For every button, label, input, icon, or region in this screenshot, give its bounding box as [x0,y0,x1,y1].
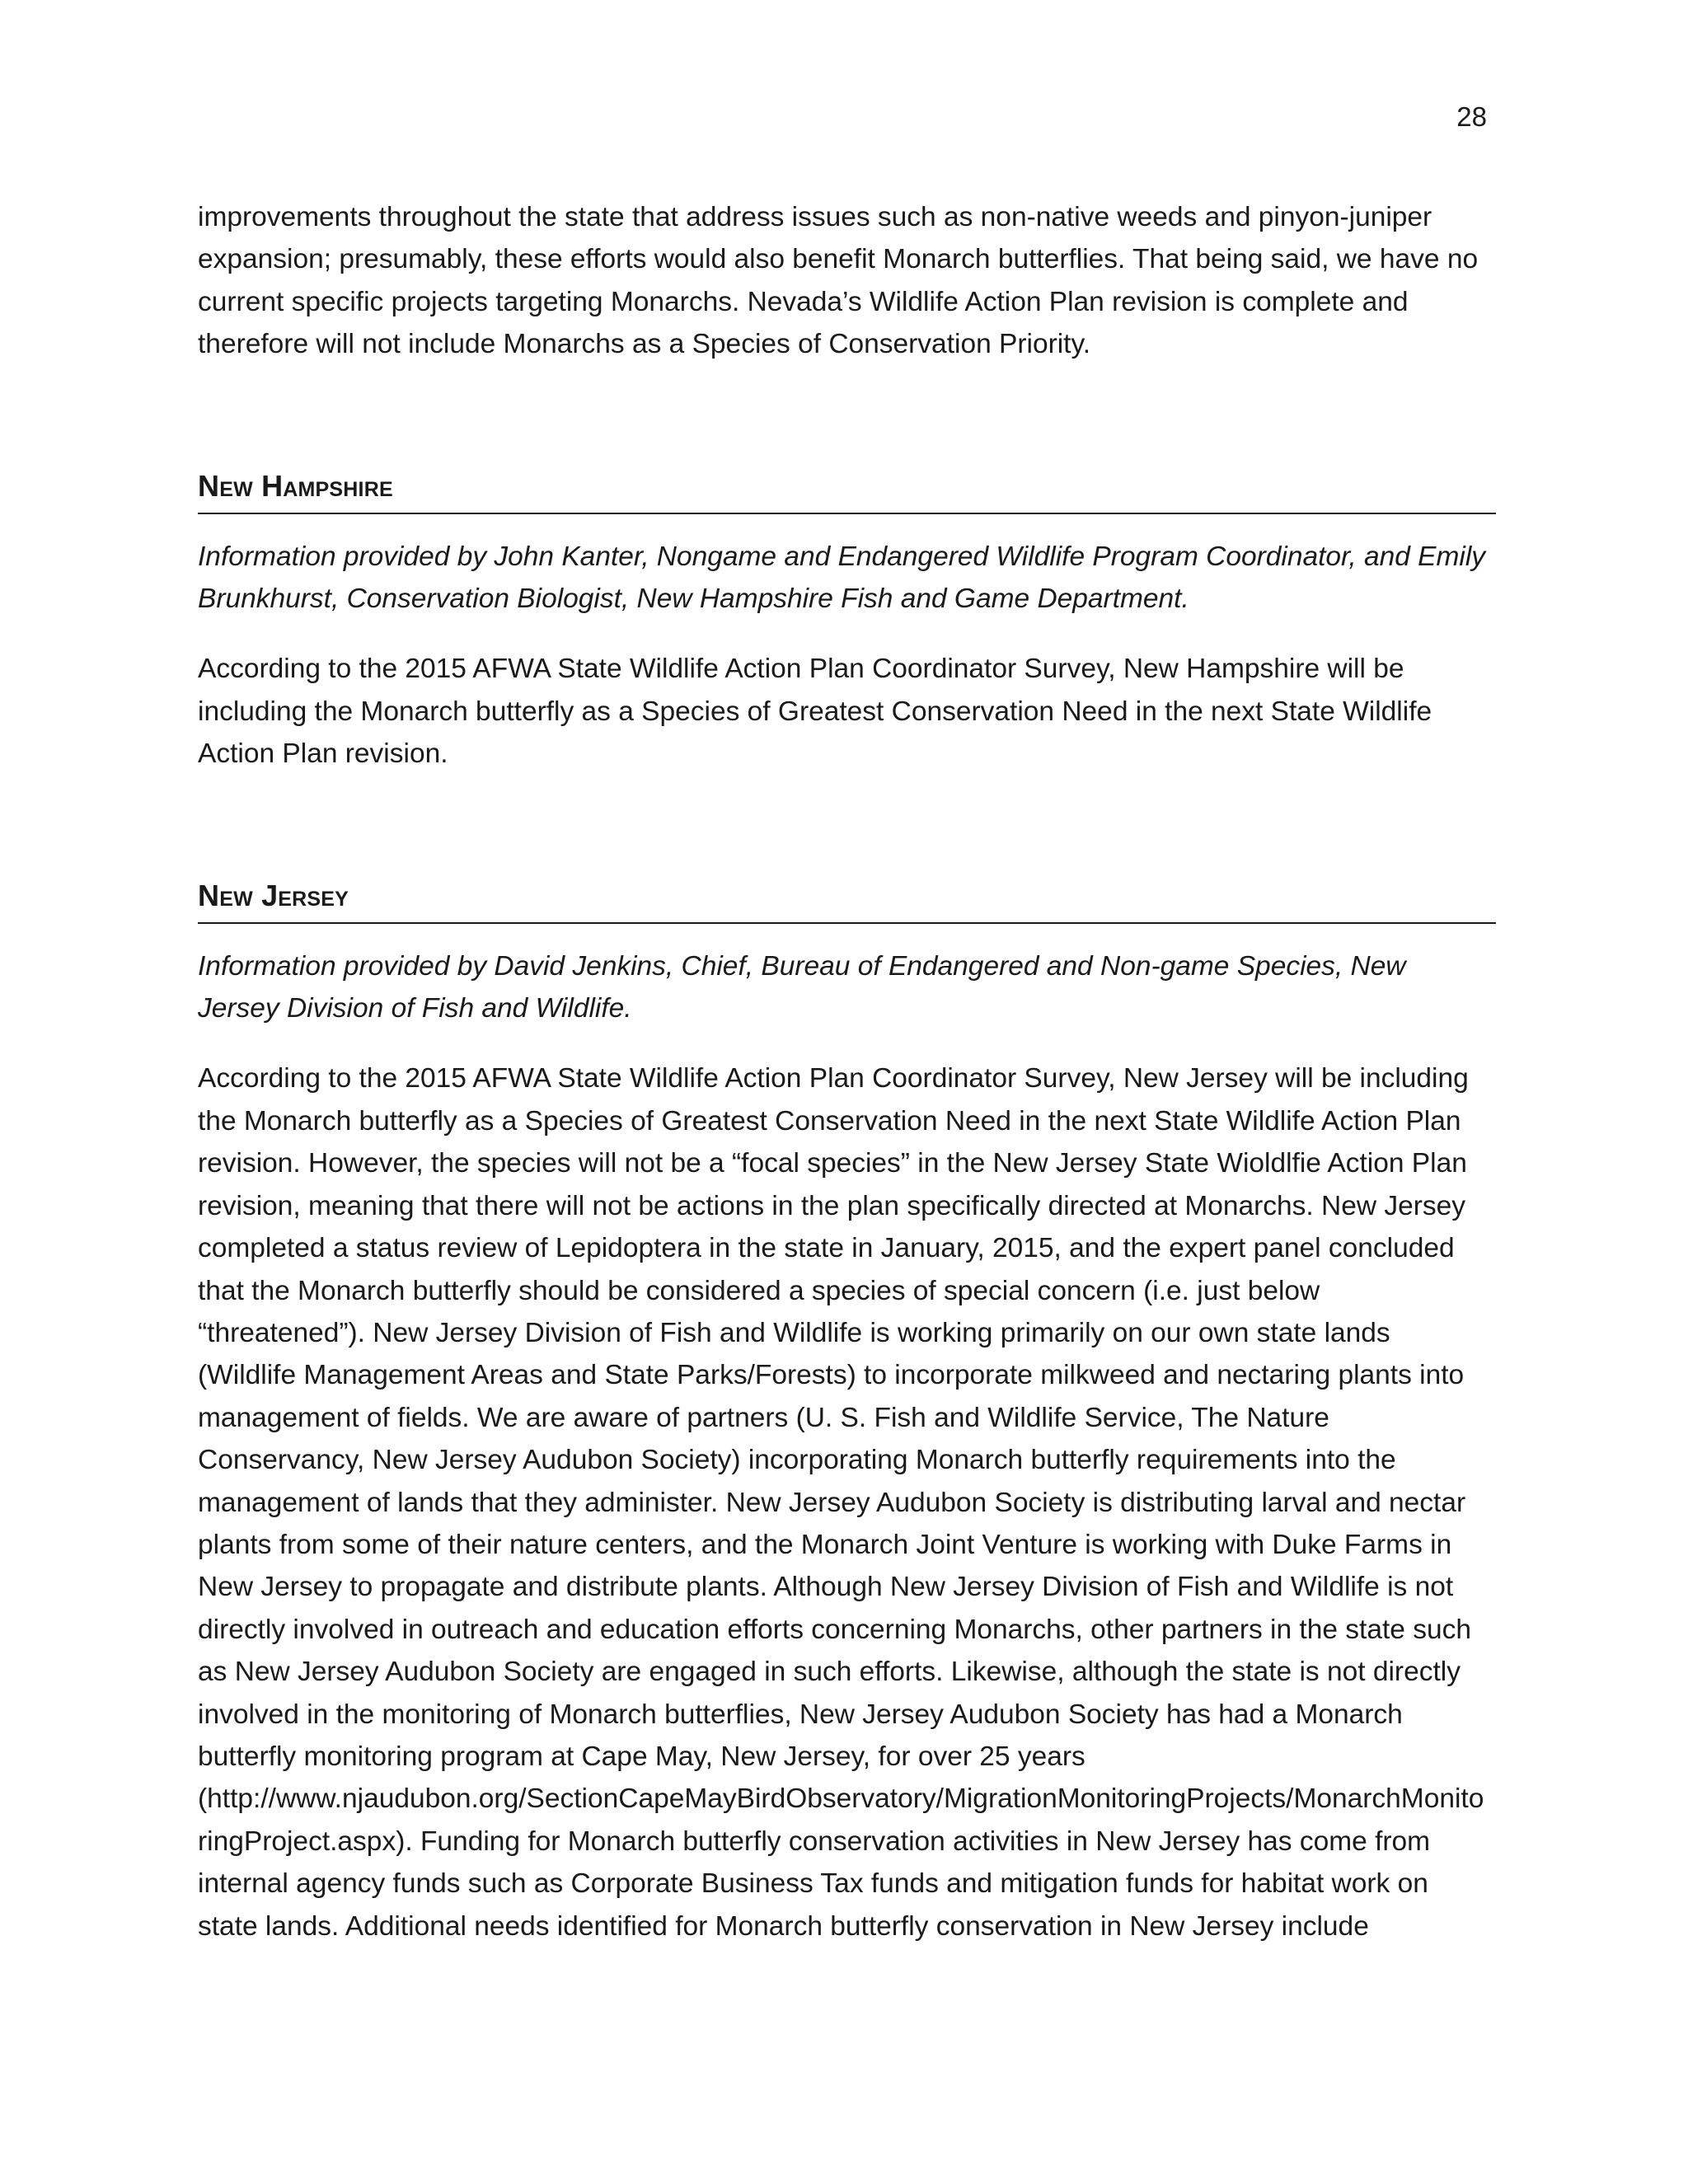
section-new-jersey [198,878,1488,1947]
body-paragraph: According to the 2015 AFWA State Wildlife Action Plan Coordinator Survey, New Hampshire will be including the Monarch butterfly as a Species of Greatest Conservation Need in the next State Wildlife Action Plan revision. [198,654,1432,770]
intro-paragraph: improvements throughout the state that address issues such as non-native weeds and pinyon-juniper expansion; presumably, these efforts would also benefit Monarch butterflies. That being said, we have no current specific projects targeting Monarchs. Nevada’s Wildlife Action Plan revision is complete and therefore will not include Monarchs as a Species of Conservation Priority. [198,202,1479,360]
attribution-paragraph: Information provided by John Kanter, Nongame and Endangered Wildlife Program Coordinator, and Emily Brunkhurst, Conservation Biologist, New Hampshire Fish and Game Department. [198,541,1486,615]
section-heading: New Hampshire [198,468,1496,514]
section-new-hampshire [198,468,1488,776]
page-number: 28 [1456,101,1487,132]
attribution-paragraph: Information provided by David Jenkins, Chief, Bureau of Endangered and Non-game Species, New Jersey Division of Fish and Wildlife. [198,950,1406,1024]
section-heading-rule [194,468,1496,514]
document-body [198,196,1488,1947]
body-paragraph: According to the 2015 AFWA State Wildlife Action Plan Coordinator Survey, New Jersey will be including the Monarch butterfly as a Species of Greatest Conservation Need in the next State Wildlife Action Plan revision. However, the species will not be a “focal species” in the New Jersey State Wioldlfie Action Plan revision, meaning that there will not be actions in the plan specifically directed at Monarchs. New Jersey completed a status review of Lepidoptera in the state in January, 2015, and the expert panel concluded that the Monarch butterfly should be considered a species of special concern (i.e. just below “threatened”). New Jersey Division of Fish and Wildlife is working primarily on our own state lands (Wildlife Management Areas and State Parks/Forests) to incorporate milkweed and nectaring plants into management of fields. We are aware of partners (U. S. Fish and Wildlife Service, The Nature Conservancy, New Jersey Audubon Society) incorporating Monarch butterfly requirements into the management of lands that they administer. New Jersey Audubon Society is distributing larval and nectar plants from some of their nature centers, and the Monarch Joint Venture is working with Duke Farms in New Jersey to propagate and distribute plants. Although New Jersey Division of Fish and Wildlife is not directly involved in outreach and education efforts concerning Monarchs, other partners in the state such as New Jersey Audubon Society are engaged in such efforts. Likewise, although the state is not directly involved in the monitoring of Monarch butterflies, New Jersey Audubon Society has had a Monarch butterfly monitoring program at Cape May, New Jersey, for over 25 years (http://www.njaudubon.org/SectionCapeMayBirdObservatory/MigrationMonitoringProjects/MonarchMonitoringProject.aspx). Funding for Monarch butterfly conservation activities in New Jersey has come from internal agency funds such as Corporate Business Tax funds and mitigation funds for habitat work on state lands. Additional needs identified for Monarch butterfly conservation in New Jersey include [198,1063,1484,1942]
section-heading: New Jersey [198,878,1496,924]
section-heading-rule [194,878,1496,924]
